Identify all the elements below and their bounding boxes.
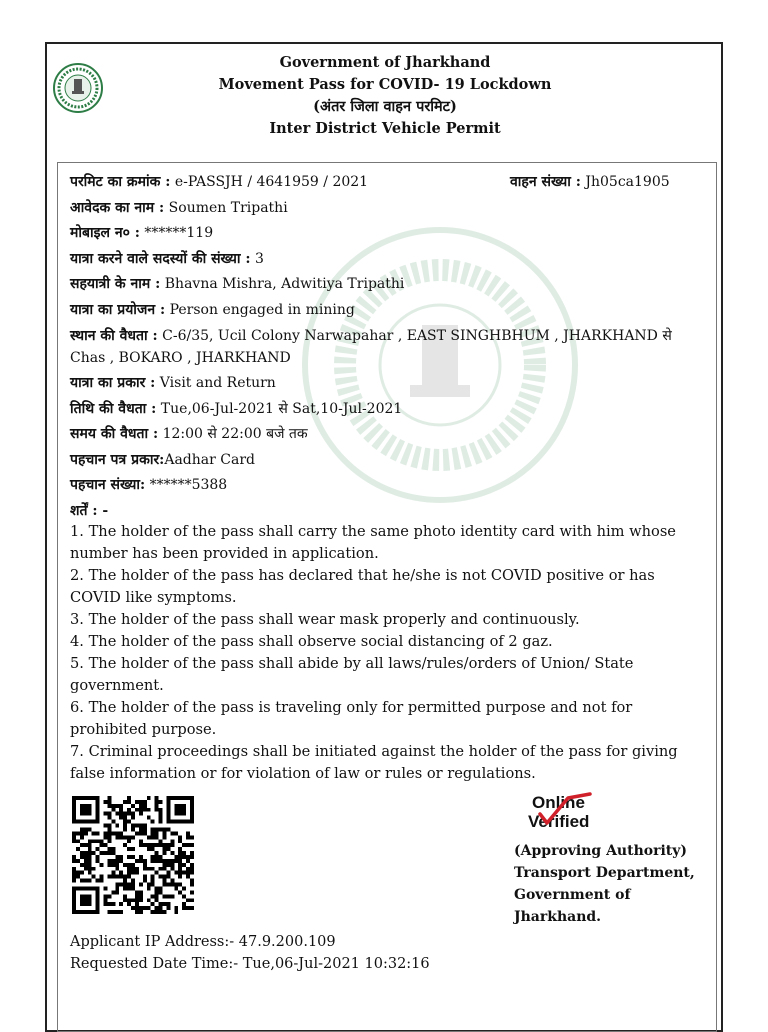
terms-section bbox=[70, 501, 700, 785]
vehicle-number-label: वाहन संख्या : bbox=[510, 174, 581, 190]
stamp-line2: Verified bbox=[528, 812, 590, 830]
vehicle-number-field bbox=[510, 172, 670, 192]
mobile-row bbox=[70, 223, 700, 249]
requested-datetime: Requested Date Time:- Tue,06-Jul-2021 10:32:16 bbox=[70, 956, 430, 972]
time-validity-label: समय की वैधता : bbox=[70, 426, 159, 442]
terms-heading: शर्तें : - bbox=[70, 502, 109, 519]
copassengers-label: सहयात्री के नाम : bbox=[70, 276, 161, 292]
members-label: यात्रा करने वाले सदस्यों की संख्या : bbox=[70, 250, 251, 267]
document-header bbox=[100, 52, 670, 140]
id-number-value: ******5388 bbox=[145, 477, 228, 493]
authority-line3: Government of bbox=[514, 887, 631, 903]
applicant-row bbox=[70, 198, 700, 224]
jharkhand-seal-logo bbox=[53, 63, 103, 113]
permit-number-value: e-PASSJH / 4641959 / 2021 bbox=[170, 174, 369, 190]
purpose-value: Person engaged in mining bbox=[165, 301, 355, 318]
place-label: स्थान की वैधता : bbox=[70, 328, 158, 344]
place-value: C-6/35, Ucil Colony Narwapahar , EAST SINGHBHUM , JHARKHAND से Chas , BOKARO , JHARKHAND bbox=[70, 328, 672, 366]
approving-authority bbox=[514, 840, 714, 928]
mobile-label: मोबाइल न० : bbox=[70, 225, 140, 241]
term-item: 1. The holder of the pass shall carry the same photo identity card with him whose number has been provided in application. bbox=[70, 522, 676, 562]
term-item: 3. The holder of the pass shall wear mask properly and continuously. bbox=[70, 610, 580, 628]
date-validity-label: तिथि की वैधता : bbox=[70, 400, 157, 417]
time-validity-row bbox=[70, 424, 700, 450]
permit-details bbox=[70, 172, 700, 785]
permit-number-row bbox=[70, 172, 700, 198]
authority-line2: Transport Department, bbox=[514, 865, 695, 881]
term-item: 7. Criminal proceedings shall be initiated against the holder of the pass for giving false information or for violation of law or rules or regulations. bbox=[70, 742, 678, 782]
term-item: 4. The holder of the pass shall observe social distancing of 2 gaz. bbox=[70, 632, 553, 650]
permit-number-label: परमिट का क्रमांक : bbox=[70, 174, 171, 190]
header-government: Government of Jharkhand bbox=[279, 54, 491, 71]
place-row bbox=[70, 325, 700, 369]
stamp-line1: Online bbox=[532, 793, 585, 812]
request-info bbox=[70, 931, 430, 975]
header-hindi-title: (अंतर जिला वाहन परमिट) bbox=[313, 98, 457, 115]
id-type-label: पहचान पत्र प्रकार: bbox=[70, 451, 165, 468]
applicant-value: Soumen Tripathi bbox=[164, 199, 288, 216]
authority-line4: Jharkhand. bbox=[514, 909, 602, 925]
qr-code bbox=[72, 796, 194, 914]
copassengers-row bbox=[70, 274, 700, 300]
vehicle-number-value: Jh05ca1905 bbox=[580, 174, 670, 190]
id-number-row bbox=[70, 475, 700, 501]
applicant-label: आवेदक का नाम : bbox=[70, 199, 165, 216]
header-permit-title: Inter District Vehicle Permit bbox=[269, 120, 501, 137]
id-type-row bbox=[70, 450, 700, 476]
time-validity-value: 12:00 से 22:00 बजे तक bbox=[158, 426, 308, 442]
date-validity-value: Tue,06-Jul-2021 से Sat,10-Jul-2021 bbox=[156, 400, 403, 417]
term-item: 2. The holder of the pass has declared that he/she is not COVID positive or has COVID like symptoms. bbox=[70, 566, 655, 606]
purpose-row bbox=[70, 300, 700, 326]
mobile-value: ******119 bbox=[139, 225, 214, 241]
travel-type-value: Visit and Return bbox=[155, 375, 276, 391]
members-value: 3 bbox=[250, 250, 264, 267]
members-row bbox=[70, 249, 700, 275]
id-type-value: Aadhar Card bbox=[164, 451, 255, 468]
term-item: 5. The holder of the pass shall abide by all laws/rules/orders of Union/ State government. bbox=[70, 654, 634, 694]
id-number-label: पहचान संख्या: bbox=[70, 477, 146, 493]
term-item: 6. The holder of the pass is traveling only for permitted purpose and not for prohibited purpose. bbox=[70, 698, 633, 738]
applicant-ip: Applicant IP Address:- 47.9.200.109 bbox=[70, 934, 336, 950]
copassengers-value: Bhavna Mishra, Adwitiya Tripathi bbox=[160, 276, 405, 292]
date-validity-row bbox=[70, 399, 700, 425]
authority-line1: (Approving Authority) bbox=[514, 843, 688, 859]
header-movement-pass: Movement Pass for COVID- 19 Lockdown bbox=[218, 76, 552, 93]
travel-type-row bbox=[70, 373, 700, 399]
travel-type-label: यात्रा का प्रकार : bbox=[70, 375, 156, 391]
online-verified-stamp bbox=[528, 792, 608, 830]
purpose-label: यात्रा का प्रयोजन : bbox=[70, 301, 166, 318]
